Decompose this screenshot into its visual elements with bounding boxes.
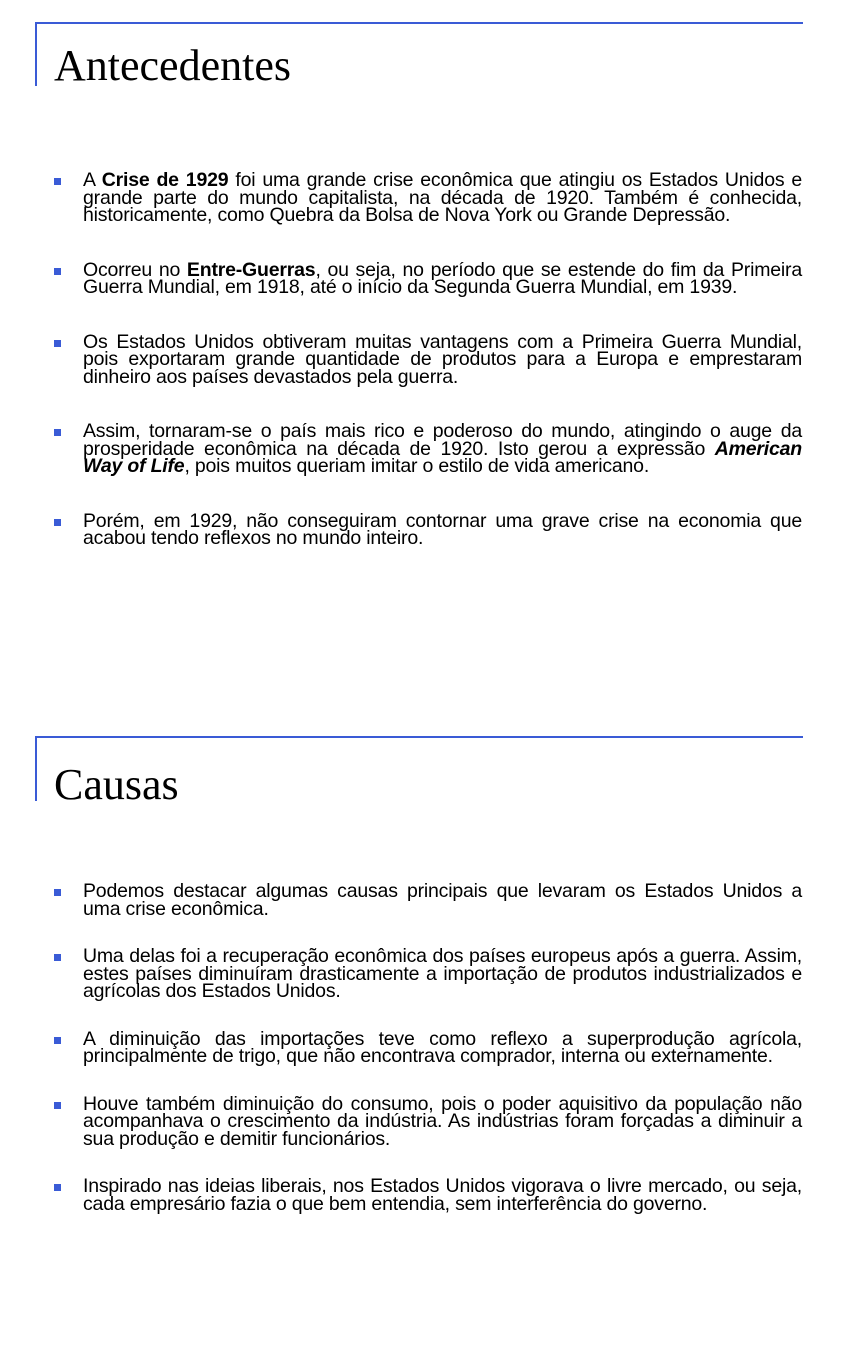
square-bullet-icon — [54, 268, 61, 275]
bullet-text: A diminuição das importações teve como reflexo a superprodução agrícola, principalmente de trigo, que não encontrava comprador, interna ou externamente. — [83, 1027, 802, 1067]
bullet-item — [50, 1175, 802, 1215]
square-bullet-icon — [54, 429, 61, 436]
slide-title: Antecedentes — [54, 41, 291, 90]
bullet-text: Ocorreu no — [83, 258, 187, 281]
square-bullet-icon — [54, 889, 61, 896]
square-bullet-icon — [54, 178, 61, 185]
square-bullet-icon — [54, 1184, 61, 1191]
title-top-rule — [35, 736, 803, 738]
square-bullet-icon — [54, 340, 61, 347]
square-bullet-icon — [54, 1037, 61, 1044]
bullet-list — [50, 169, 803, 585]
square-bullet-icon — [54, 1102, 61, 1109]
bullet-text: Inspirado nas ideias liberais, nos Estados Unidos vigorava o livre mercado, ou seja, cada empresário fazia o que bem entendia, sem interferência do governo. — [83, 1175, 802, 1215]
bullet-text: Os Estados Unidos obtiveram muitas vantagens com a Primeira Guerra Mundial, pois exportaram grande quantidade de produtos para a Europa e emprestaram dinheiro aos países devastados pela guerra. — [83, 330, 802, 388]
bullet-item — [50, 509, 802, 549]
title-left-rule — [35, 22, 37, 86]
bullet-text: Porém, em 1929, não conseguiram contornar uma grave crise na economia que acabou tendo reflexos no mundo inteiro. — [83, 509, 802, 549]
title-left-rule — [35, 736, 37, 801]
bullet-item — [50, 1027, 802, 1067]
bullet-item — [50, 420, 802, 477]
bullet-text: Podemos destacar algumas causas principais que levaram os Estados Unidos a uma crise econômica. — [83, 880, 802, 920]
slide-causas — [0, 715, 852, 1352]
bullet-text: Houve também diminuição do consumo, pois o poder aquisitivo da população não acompanhava o crescimento da indústria. As indústrias foram forçadas a diminuir a sua produção e demitir funcionários. — [83, 1092, 802, 1150]
bullet-text: Uma delas foi a recuperação econômica dos países europeus após a guerra. Assim, estes países diminuíram drasticamente a importação de produtos industrializados e agrícolas dos Estados Unidos. — [83, 945, 802, 1002]
bullet-list — [50, 880, 802, 1243]
bullet-item — [50, 945, 802, 1002]
square-bullet-icon — [54, 519, 61, 526]
bullet-text: A — [83, 169, 102, 191]
square-bullet-icon — [54, 954, 61, 961]
bullet-text: , ou seja, no período que se estende do fim da Primeira Guerra Mundial, em 1918, até o início da Segunda Guerra Mundial, em 1939. — [83, 258, 802, 298]
bullet-item — [50, 880, 802, 920]
slide-title: Causas — [54, 760, 179, 809]
bullet-item — [50, 169, 803, 226]
bullet-text: Assim, tornaram-se o país mais rico e poderoso do mundo, atingindo o auge da prosperidade econômica na década de 1920. Isto gerou a expressão — [83, 420, 802, 460]
bullet-item — [50, 258, 802, 298]
bullet-bold-text: Crise de 1929 — [101, 169, 229, 191]
bullet-bold-italic-text: American Way of Life — [83, 437, 802, 477]
bullet-item — [50, 1092, 802, 1150]
title-top-rule — [35, 22, 803, 24]
bullet-text: foi uma grande crise econômica que atingiu os Estados Unidos e grande parte do mundo capitalista, na década de 1920. Também é conhecida, historicamente, como Quebra da Bolsa de Nova York ou Grande Depressão. — [83, 169, 803, 226]
bullet-text: , pois muitos queriam imitar o estilo de vida americano. — [184, 455, 650, 477]
bullet-bold-text: Entre-Guerras — [186, 258, 316, 281]
bullet-item — [50, 330, 802, 388]
